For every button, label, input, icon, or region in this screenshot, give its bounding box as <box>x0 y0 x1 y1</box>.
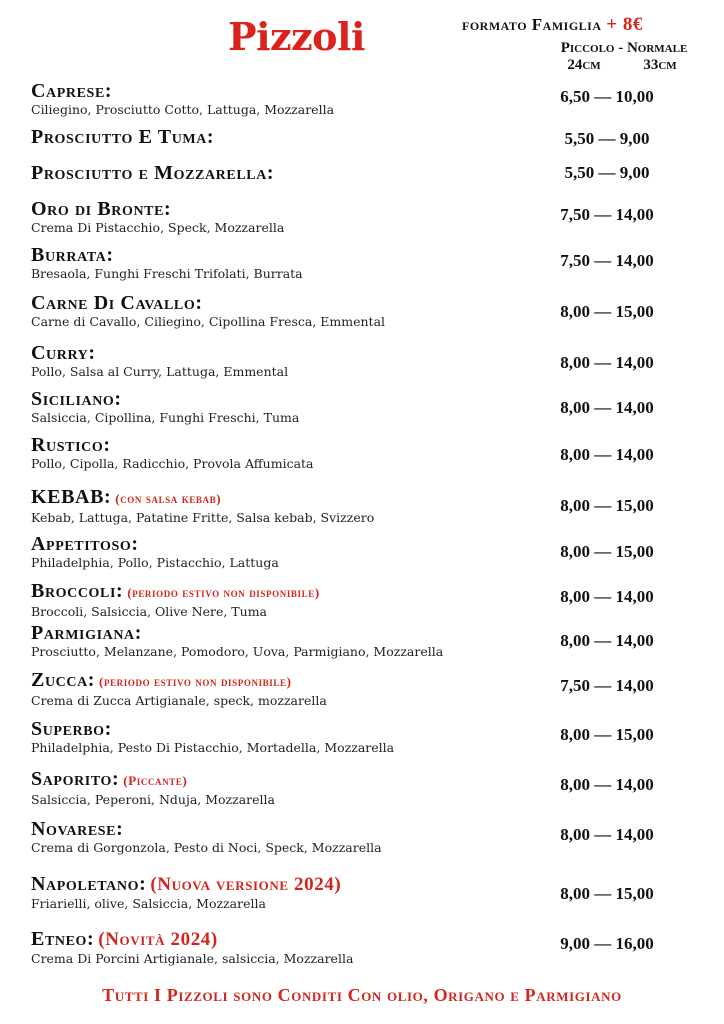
item-price: 8,00 — 14,00 <box>560 445 654 464</box>
family-size-note <box>462 14 643 36</box>
item-price: 8,00 — 14,00 <box>560 825 654 844</box>
item-price: 8,00 — 14,00 <box>560 587 654 606</box>
item-price: 6,50 — 10,00 <box>560 87 654 106</box>
family-size-extra: + 8€ <box>606 14 643 35</box>
family-size-label: formato Famiglia <box>462 15 602 34</box>
item-price: 5,50 — 9,00 <box>564 163 650 182</box>
item-note: (Nuova versione 2024) <box>150 874 342 895</box>
item-name-text: Broccoli: <box>31 580 124 602</box>
item-ingredients: Salsiccia, Peperoni, Nduja, Mozzarella <box>31 792 276 807</box>
item-price: 8,00 — 14,00 <box>560 398 654 417</box>
item-note: (con salsa kebab) <box>115 491 222 506</box>
item-ingredients: Crema Di Pistacchio, Speck, Mozzarella <box>31 220 285 235</box>
item-name-text: Rustico: <box>31 434 111 456</box>
item-ingredients: Philadelphia, Pollo, Pistacchio, Lattuga <box>31 555 279 570</box>
item-price: 7,50 — 14,00 <box>560 676 654 695</box>
item-price: 5,50 — 9,00 <box>564 129 650 148</box>
item-ingredients: Broccoli, Salsiccia, Olive Nere, Tuma <box>31 604 268 619</box>
item-name-text: Parmigiana: <box>31 622 143 644</box>
item-ingredients: Pollo, Cipolla, Radicchio, Provola Affumicata <box>31 456 314 471</box>
item-name-text: Novarese: <box>31 818 124 840</box>
item-ingredients: Kebab, Lattuga, Patatine Fritte, Salsa kebab, Svizzero <box>31 510 375 525</box>
item-price: 8,00 — 15,00 <box>560 542 654 561</box>
item-ingredients: Philadelphia, Pesto Di Pistacchio, Mortadella, Mozzarella <box>31 740 395 755</box>
item-name-text: Zucca: <box>31 669 96 691</box>
item-price: 8,00 — 14,00 <box>560 353 654 372</box>
item-ingredients: Friarielli, olive, Salsiccia, Mozzarella <box>31 896 266 911</box>
item-name-text: KEBAB: <box>31 486 112 508</box>
footer-note: Tutti I Pizzoli sono Conditi Con olio, Origano e Parmigiano <box>102 985 622 1005</box>
item-name-text: Oro di Bronte: <box>31 198 172 220</box>
item-ingredients: Bresaola, Funghi Freschi Trifolati, Burrata <box>31 266 303 281</box>
size-label: Piccolo - Normale <box>560 40 688 56</box>
item-name-text: Curry: <box>31 342 96 364</box>
item-price: 7,50 — 14,00 <box>560 205 654 224</box>
item-price: 8,00 — 15,00 <box>560 496 654 515</box>
item-ingredients: Crema Di Porcini Artigianale, salsiccia, Mozzarella <box>31 951 354 966</box>
item-price: 9,00 — 16,00 <box>560 934 654 953</box>
item-note: (periodo estivo non disponibile) <box>99 674 292 689</box>
item-ingredients: Crema di Zucca Artigianale, speck, mozzarella <box>31 693 327 708</box>
item-note: (Piccante) <box>123 773 188 788</box>
item-ingredients: Ciliegino, Prosciutto Cotto, Lattuga, Mozzarella <box>31 102 335 117</box>
item-name-text: Napoletano: <box>31 873 147 895</box>
item-price: 8,00 — 15,00 <box>560 884 654 903</box>
item-name-text: Etneo: <box>31 928 95 950</box>
item-ingredients: Prosciutto, Melanzane, Pomodoro, Uova, Parmigiano, Mozzarella <box>31 644 444 659</box>
item-name-text: Superbo: <box>31 718 112 740</box>
item-name-text: Burrata: <box>31 244 114 266</box>
size-large: 33cm <box>643 57 677 73</box>
item-name-text: Appetitoso: <box>31 533 139 555</box>
item-ingredients: Pollo, Salsa al Curry, Lattuga, Emmental <box>31 364 289 379</box>
item-ingredients: Carne di Cavallo, Ciliegino, Cipollina Fresca, Emmental <box>31 314 386 329</box>
item-name-text: Siciliano: <box>31 388 122 410</box>
item-price: 8,00 — 14,00 <box>560 775 654 794</box>
size-small: 24cm <box>567 57 601 73</box>
item-name-text: Caprese: <box>31 80 113 102</box>
size-header <box>540 40 708 74</box>
item-price: 8,00 — 14,00 <box>560 631 654 650</box>
item-price: 8,00 — 15,00 <box>560 302 654 321</box>
item-note: (periodo estivo non disponibile) <box>127 585 320 600</box>
item-ingredients: Crema di Gorgonzola, Pesto di Noci, Speck, Mozzarella <box>31 840 382 855</box>
item-name-text: Carne Di Cavallo: <box>31 292 203 314</box>
page-title: Pizzoli <box>228 14 365 59</box>
item-ingredients: Salsiccia, Cipollina, Funghi Freschi, Tuma <box>31 410 300 425</box>
item-price: 7,50 — 14,00 <box>560 251 654 270</box>
item-note: (Novità 2024) <box>98 929 218 950</box>
item-name-text: Prosciutto e Mozzarella: <box>31 162 275 184</box>
item-name-text: Saporito: <box>31 768 120 790</box>
item-price: 8,00 — 15,00 <box>560 725 654 744</box>
item-name-text: Prosciutto E Tuma: <box>31 126 215 148</box>
